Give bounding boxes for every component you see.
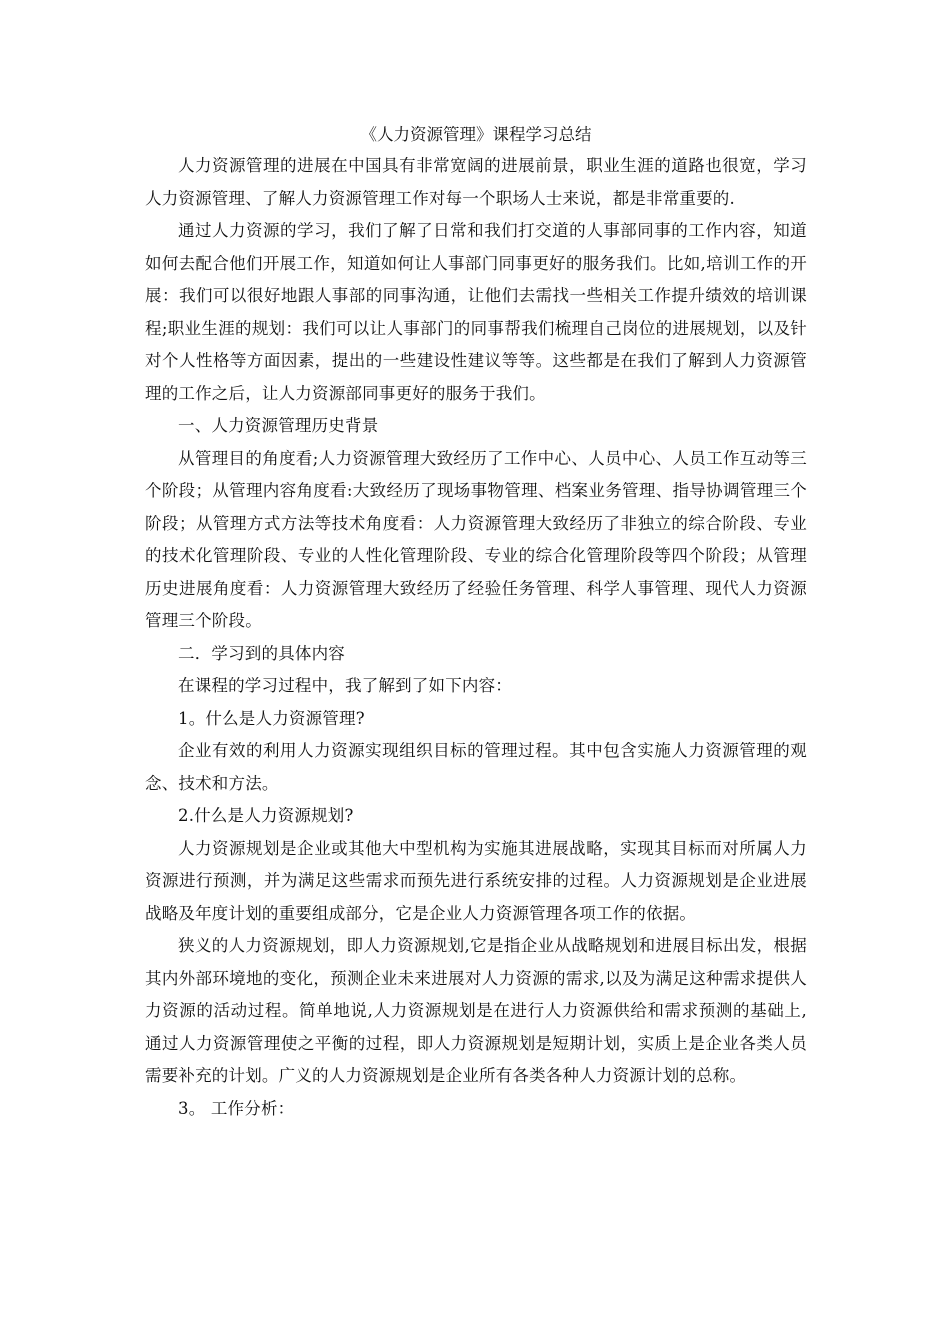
question-hr-planning: 2.什么是人力资源规划?: [178, 806, 354, 825]
paragraph-learning: 通过人力资源的学习，我们了解了日常和我们打交道的人事部同事的工作内容，知道如何去配合他们开展工作，知道如何让人事部门同事更好的服务我们。比如,培训工作的开展：我们可以很好地跟人事部的同事沟通，让他们去需找一些相关工作提升绩效的培训课程;职业生涯的规划：我们可以让人事部门的同事帮我们梳理自己岗位的进展规划，以及针对个人性格等方面因素，提出的一些建设性建议等等。这些都是在我们了解到人力资源管理的工作之后，让人力资源部同事更好的服务于我们。: [145, 221, 807, 403]
paragraph-hrm-definition: 企业有效的利用人力资源实现组织目标的管理过程。其中包含实施人力资源管理的观念、技术和方法。: [145, 741, 807, 793]
section-heading-history: 一、人力资源管理历史背景: [178, 416, 379, 435]
paragraph-history: 从管理目的角度看;人力资源管理大致经历了工作中心、人员中心、人员工作互动等三个阶段；从管理内容角度看:大致经历了现场事物管理、档案业务管理、指导协调管理三个阶段；从管理方式方法等技术角度看：人力资源管理大致经历了非独立的综合阶段、专业的技术化管理阶段、专业的人性化管理阶段、专业的综合化管理阶段等四个阶段；从管理历史进展角度看：人力资源管理大致经历了经验任务管理、科学人事管理、现代人力资源管理三个阶段。: [145, 448, 807, 630]
document-body: [145, 120, 807, 1125]
document-title: 《人力资源管理》课程学习总结: [360, 125, 592, 144]
question-hrm: 1。什么是人力资源管理?: [178, 708, 365, 728]
paragraph-content-intro: 在课程的学习过程中，我了解到了如下内容：: [178, 676, 512, 695]
question-job-analysis: 3。 工作分析：: [178, 1098, 295, 1118]
paragraph-hr-planning: 人力资源规划是企业或其他大中型机构为实施其进展战略，实现其目标而对所属人力资源进行预测，并为满足这些需求而预先进行系统安排的过程。人力资源规划是企业进展战略及年度计划的重要组成部分，它是企业人力资源管理各项工作的依据。: [145, 838, 807, 923]
section-heading-content: 二．学习到的具体内容: [178, 643, 345, 663]
paragraph-hr-planning-narrow: 狭义的人力资源规划，即人力资源规划,它是指企业从战略规划和进展目标出发，根据其内外部环境地的变化，预测企业未来进展对人力资源的需求,以及为满足这种需求提供人力资源的活动过程。简单地说,人力资源规划是在进行人力资源供给和需求预测的基础上,通过人力资源管理使之平衡的过程，即人力资源规划是短期计划，实质上是企业各类人员需要补充的计划。广义的人力资源规划是企业所有各类各种人力资源计划的总称。: [145, 936, 807, 1085]
paragraph-intro: 人力资源管理的进展在中国具有非常宽阔的进展前景，职业生涯的道路也很宽，学习人力资源管理、了解人力资源管理工作对每一个职场人士来说，都是非常重要的.: [145, 156, 807, 208]
